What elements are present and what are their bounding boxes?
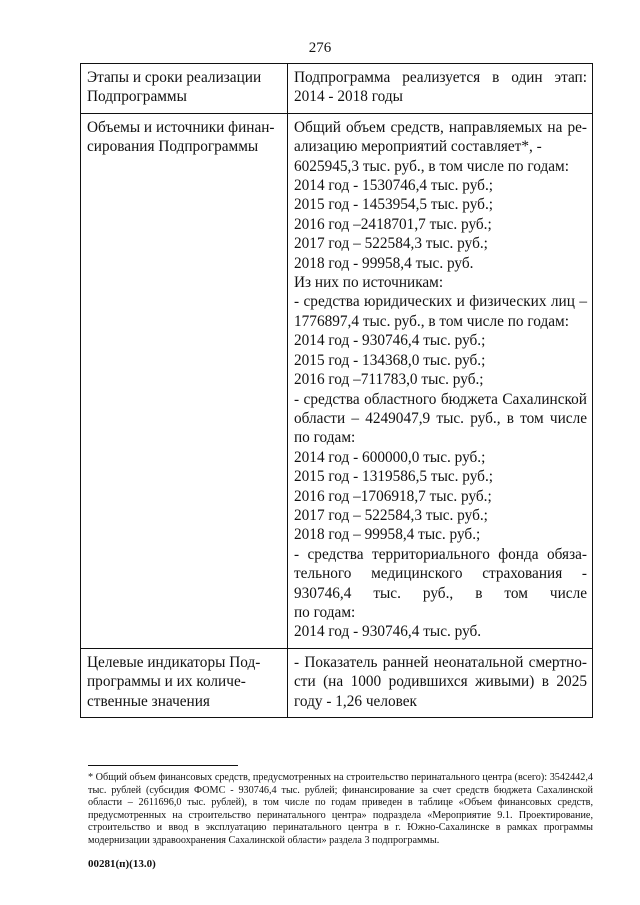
value-line: - Показатель ранней неонатальной смертно- [294, 653, 587, 671]
row-value-funding [288, 113, 593, 648]
value-line: сти (на 1000 родившихся живыми) в 2025 [294, 673, 587, 691]
value-line: ализацию мероприятий составляет*, - [294, 138, 542, 156]
value-line: 2016 год –2418701,7 тыс. руб.; [294, 215, 492, 233]
row-label-stages [81, 64, 288, 114]
label-line: сирования Подпрограммы [87, 138, 259, 156]
value-line: 2015 год - 1453954,5 тыс. руб.; [294, 196, 494, 214]
table-row-indicators [81, 648, 593, 717]
value-line: 2017 год – 522584,3 тыс. руб.; [294, 506, 488, 524]
footnote-divider [88, 765, 238, 766]
value-line: 2018 год – 99958,4 тыс. руб.; [294, 526, 481, 544]
value-line: 2017 год – 522584,3 тыс. руб.; [294, 235, 488, 253]
value-line: 2015 год - 1319586,5 тыс. руб.; [294, 468, 494, 486]
value-line: году - 1,26 человек [294, 692, 417, 710]
row-label-text: Этапы и сроки реализации Подпрограммы [87, 69, 262, 106]
program-passport-table [80, 63, 593, 718]
label-line: ственные значения [87, 692, 210, 710]
document-code: 00281(п)(13.0) [88, 858, 156, 870]
table-row-stages [81, 64, 593, 114]
label-line: Объемы и источники финан- [87, 118, 275, 136]
value-line: Из них по источникам: [294, 274, 444, 292]
value-line: - средства областного бюджета Сахалинской [294, 390, 587, 408]
value-line: 2014 год - 930746,4 тыс. руб. [294, 623, 482, 641]
value-line: Подпрограмма реализуется в один этап: [294, 69, 587, 86]
value-line: 2016 год –1706918,7 тыс. руб.; [294, 487, 492, 505]
value-line: - средства юридических и физических лиц – [294, 293, 587, 311]
label-line: программы и их количе- [87, 673, 246, 691]
value-line: 1776897,4 тыс. руб., в том числе по годам: [294, 312, 569, 330]
value-line: тельного медицинского страхования - [294, 565, 587, 583]
footnote: * Общий объем финансовых средств, предусмотренных на строительство перинатального центра (всего): 3542442,4 тыс. рублей (субсидия ФОМС - 930746,4 тыс. рублей; финансирование за счет средств бюджета Сахалинской области – 2611696,0 тыс. рублей), в том числе по годам приведен в таблице «Объем финансовых средств, предусмотренных на строительство перинатального центра» подраздела «Мероприятие 9.1. Проектирование, строительство и ввод в эксплуатацию перинатального центра в г. Южно-Сахалинске в рамках программы модернизации здравоохранения Сахалинской области» раздела 3 подпрограммы. [88, 772, 593, 846]
value-line: 2015 год - 134368,0 тыс. руб.; [294, 351, 486, 369]
row-label-indicators [81, 648, 288, 717]
table-row-funding [81, 113, 593, 648]
value-line: 2014 год - 1530746,4 тыс. руб.; [294, 177, 494, 195]
row-label-funding [81, 113, 288, 648]
page-number: 276 [308, 40, 332, 56]
value-line: 2016 год –711783,0 тыс. руб.; [294, 371, 484, 389]
value-line: - средства территориального фонда обяза- [294, 545, 587, 563]
value-line: 2014 - 2018 годы [294, 88, 403, 106]
row-value-indicators [288, 648, 593, 717]
value-line: 2018 год - 99958,4 тыс. руб. [294, 254, 474, 272]
value-line: 2014 год - 600000,0 тыс. руб.; [294, 448, 486, 466]
value-line: Общий объем средств, направляемых на ре- [294, 118, 587, 136]
value-line: по годам: [294, 603, 356, 621]
value-line: области – 4249047,9 тыс. руб., в том числе [294, 409, 587, 427]
value-line: 2014 год - 930746,4 тыс. руб.; [294, 332, 486, 350]
row-value-stages [288, 64, 593, 114]
value-line: 930746,4 тыс. руб., в том числе [294, 584, 587, 602]
label-line: Целевые индикаторы Под- [87, 653, 261, 671]
value-line: по годам: [294, 429, 356, 447]
value-line: 6025945,3 тыс. руб., в том числе по годам: [294, 157, 569, 175]
